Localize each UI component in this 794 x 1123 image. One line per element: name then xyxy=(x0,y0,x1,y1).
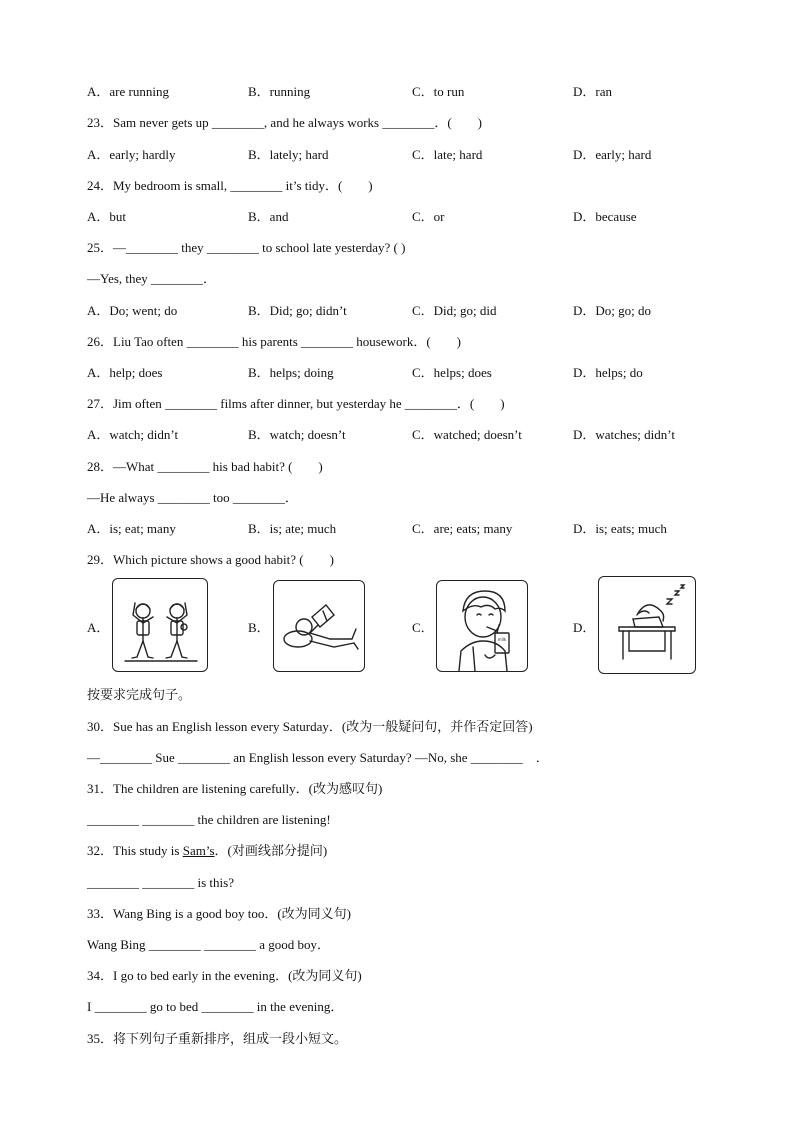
q29-option-b[interactable]: B． xyxy=(248,620,270,635)
q34-answer-line[interactable]: I ________ go to bed ________ in the evening． xyxy=(87,999,344,1014)
q25-stem-reply: —Yes, they ________． xyxy=(87,271,217,286)
q26-option-b[interactable]: B．helps; doing xyxy=(248,365,334,380)
reading-lying-down-icon xyxy=(274,581,364,671)
q25-option-c[interactable]: C．Did; go; did xyxy=(412,303,497,318)
q29-option-d[interactable]: D． xyxy=(573,620,596,635)
q29-stem: 29．Which picture shows a good habit? ( ) xyxy=(87,552,334,567)
q22-option-c[interactable]: C．to run xyxy=(412,84,465,99)
q33-answer-line[interactable]: Wang Bing ________ ________ a good boy． xyxy=(87,937,331,952)
picture-drinking[interactable] xyxy=(436,580,528,672)
q23-stem: 23．Sam never gets up ________, and he always works ________．( ) xyxy=(87,115,482,130)
q26-stem: 26．Liu Tao often ________ his parents ________ housework．( ) xyxy=(87,334,461,349)
q27-option-a[interactable]: A．watch; didn’t xyxy=(87,427,179,442)
q23-option-a[interactable]: A．early; hardly xyxy=(87,147,176,162)
q24-option-a[interactable]: A．but xyxy=(87,209,127,224)
q28-option-c[interactable]: C．are; eats; many xyxy=(412,521,513,536)
q28-option-a[interactable]: A．is; eat; many xyxy=(87,521,176,536)
q35-stem: 35．将下列句子重新排序，组成一段小短文。 xyxy=(87,1031,348,1046)
q22-option-b[interactable]: B．running xyxy=(248,84,311,99)
q29-option-c[interactable]: C． xyxy=(412,620,434,635)
picture-sleeping-at-desk[interactable] xyxy=(598,576,696,674)
q25-option-d[interactable]: D．Do; go; do xyxy=(573,303,652,318)
q33-stem: 33．Wang Bing is a good boy too．(改为同义句) xyxy=(87,906,351,921)
q27-stem: 27．Jim often ________ films after dinner, but yesterday he ________．( ) xyxy=(87,396,505,411)
q27-option-b[interactable]: B．watch; doesn’t xyxy=(248,427,346,442)
q25-option-a[interactable]: A．Do; went; do xyxy=(87,303,178,318)
q30-stem: 30．Sue has an English lesson every Saturday．(改为一般疑问句，并作否定回答) xyxy=(87,719,533,734)
q29-option-a[interactable]: A． xyxy=(87,620,110,635)
q24-option-d[interactable]: D．because xyxy=(573,209,637,224)
q32-underlined-word: Sam’s xyxy=(182,843,215,858)
q32-stem xyxy=(87,843,327,859)
q24-option-c[interactable]: C．or xyxy=(412,209,445,224)
q22-option-d[interactable]: D．ran xyxy=(573,84,612,99)
q31-stem: 31．The children are listening carefully．(改为感叹句) xyxy=(87,781,383,796)
q25-option-b[interactable]: B．Did; go; didn’t xyxy=(248,303,347,318)
q27-option-d[interactable]: D．watches; didn’t xyxy=(573,427,675,442)
q24-option-b[interactable]: B．and xyxy=(248,209,289,224)
q28-option-b[interactable]: B．is; ate; much xyxy=(248,521,337,536)
q30-answer-line[interactable]: —________ Sue ________ an English lesson every Saturday? —No, she ________ ． xyxy=(87,750,549,765)
q28-option-d[interactable]: D．is; eats; much xyxy=(573,521,667,536)
q32-answer-line[interactable]: ________ ________ is this? xyxy=(87,875,234,890)
q28-stem-reply: —He always ________ too ________． xyxy=(87,490,298,505)
q26-option-a[interactable]: A．help; does xyxy=(87,365,163,380)
drink-label: milk xyxy=(497,637,507,642)
q24-stem: 24．My bedroom is small, ________ it’s tidy．( ) xyxy=(87,178,373,193)
picture-exercising[interactable] xyxy=(112,578,208,672)
q34-stem: 34．I go to bed early in the evening．(改为同义句) xyxy=(87,968,362,983)
section-title: 按要求完成句子。 xyxy=(87,688,192,703)
sleeping-at-desk-icon xyxy=(599,577,695,673)
q28-stem: 28．—What ________ his bad habit? ( ) xyxy=(87,459,323,474)
q25-stem: 25．—________ they ________ to school late yesterday? ( ) xyxy=(87,240,406,255)
drinking-boy-icon xyxy=(437,581,527,671)
picture-reading-in-bed[interactable] xyxy=(273,580,365,672)
q23-option-b[interactable]: B．lately; hard xyxy=(248,147,329,162)
q26-option-d[interactable]: D．helps; do xyxy=(573,365,643,380)
exercising-kids-icon xyxy=(113,579,207,671)
q22-option-a[interactable]: A．are running xyxy=(87,84,169,99)
q31-answer-line[interactable]: ________ ________ the children are listening! xyxy=(87,812,331,827)
q23-option-d[interactable]: D．early; hard xyxy=(573,147,652,162)
q27-option-c[interactable]: C．watched; doesn’t xyxy=(412,427,522,442)
q32-stem-after: ．(对画线部分提问) xyxy=(214,843,328,858)
q23-option-c[interactable]: C．late; hard xyxy=(412,147,483,162)
q32-stem-before: 32．This study is xyxy=(87,843,183,858)
q26-option-c[interactable]: C．helps; does xyxy=(412,365,492,380)
